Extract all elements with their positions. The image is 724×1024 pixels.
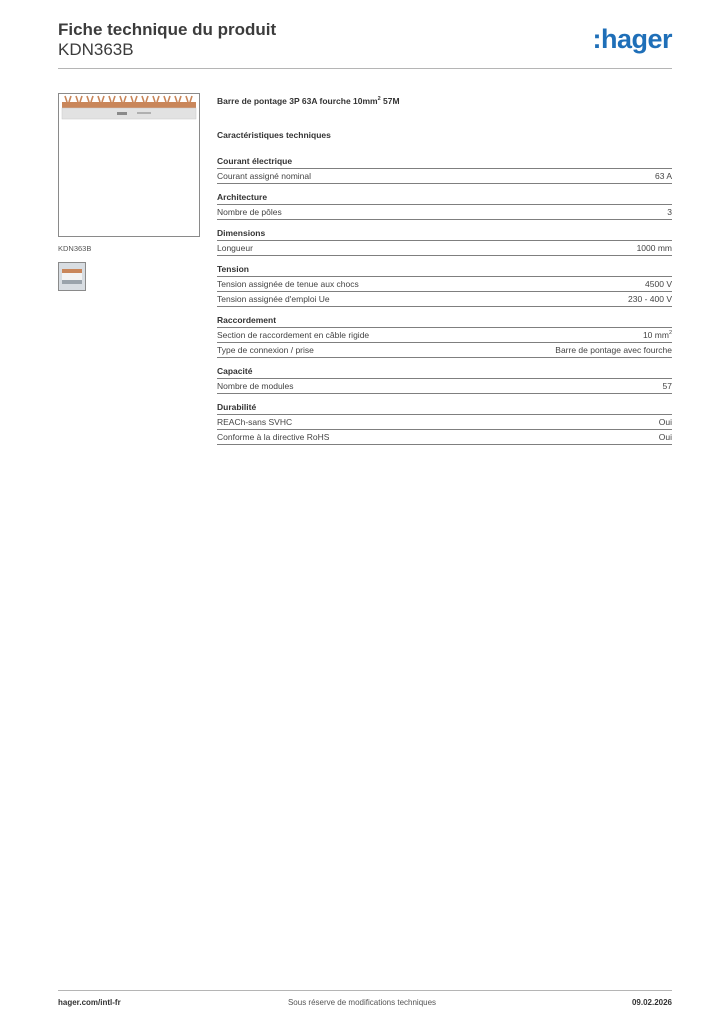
- spec-group: [217, 402, 672, 445]
- product-image: [58, 93, 200, 237]
- spec-group: [217, 315, 672, 358]
- spec-group-title: Capacité: [217, 366, 672, 379]
- spec-value: 57: [662, 381, 672, 391]
- spec-row: [217, 292, 672, 307]
- photo-thumbnail-icon: [59, 263, 85, 290]
- spec-value: 1000 mm: [636, 243, 672, 253]
- spec-label: Longueur: [217, 243, 253, 253]
- image-caption: KDN363B: [58, 244, 92, 253]
- spec-value: 230 - 400 V: [628, 294, 672, 304]
- spec-group-title: Courant électrique: [217, 156, 672, 169]
- footer-website[interactable]: hager.com/intl-fr: [58, 998, 121, 1007]
- spec-label: Tension assignée d'emploi Ue: [217, 294, 330, 304]
- spec-value: Barre de pontage avec fourche: [555, 345, 672, 355]
- product-name-sup: 2: [377, 96, 381, 103]
- spec-row: [217, 205, 672, 220]
- spec-value: 3: [667, 207, 672, 217]
- spec-row: [217, 169, 672, 184]
- spec-row: [217, 415, 672, 430]
- spec-group-title: Raccordement: [217, 315, 672, 328]
- product-name-suffix: 57M: [380, 96, 400, 106]
- spec-label: Section de raccordement en câble rigide: [217, 330, 370, 340]
- footer-center: Sous réserve de modifications techniques: [287, 998, 437, 1007]
- spec-row: [217, 379, 672, 394]
- spec-heading: Caractéristiques techniques: [217, 130, 331, 140]
- spec-groups: [217, 156, 672, 445]
- spec-row: [217, 343, 672, 358]
- header-divider: [58, 68, 672, 69]
- spec-group-title: Dimensions: [217, 228, 672, 241]
- spec-group-title: Durabilité: [217, 402, 672, 415]
- hager-logo[interactable]: :hager: [592, 24, 672, 54]
- product-thumbnail[interactable]: [58, 262, 86, 291]
- spec-label: Type de connexion / prise: [217, 345, 314, 355]
- product-name-prefix: Barre de pontage 3P 63A fourche 10mm: [217, 96, 378, 106]
- superscript-two: 2: [668, 330, 672, 337]
- spec-group: [217, 228, 672, 256]
- busbar-illustration: [59, 94, 199, 236]
- spec-content: [217, 96, 672, 453]
- footer-date: 09.02.2026: [631, 998, 672, 1007]
- spec-row: [217, 430, 672, 445]
- spec-group-title: Tension: [217, 264, 672, 277]
- spec-group: [217, 156, 672, 184]
- spec-group: [217, 366, 672, 394]
- spec-label: Courant assigné nominal: [217, 171, 312, 181]
- page-title: Fiche technique du produit: [58, 20, 277, 39]
- spec-group-title: Architecture: [217, 192, 672, 205]
- spec-value: 4500 V: [645, 279, 672, 289]
- footer-divider: [58, 990, 672, 991]
- spec-row: [217, 241, 672, 256]
- spec-group: [217, 264, 672, 307]
- spec-group: [217, 192, 672, 220]
- product-reference: KDN363B: [58, 40, 134, 59]
- spec-row: [217, 328, 672, 343]
- spec-value: 63 A: [654, 171, 672, 181]
- spec-label: Tension assignée de tenue aux chocs: [217, 279, 359, 289]
- spec-label: Conforme à la directive RoHS: [217, 432, 330, 442]
- spec-label: REACh-sans SVHC: [217, 417, 293, 427]
- spec-value: 10 $mm^2$: [642, 330, 672, 340]
- spec-value: Oui: [658, 432, 672, 442]
- spec-value: Oui: [658, 417, 672, 427]
- spec-label: Nombre de modules: [217, 381, 294, 391]
- spec-label: Nombre de pôles: [217, 207, 282, 217]
- spec-row: [217, 277, 672, 292]
- product-name: [217, 96, 672, 130]
